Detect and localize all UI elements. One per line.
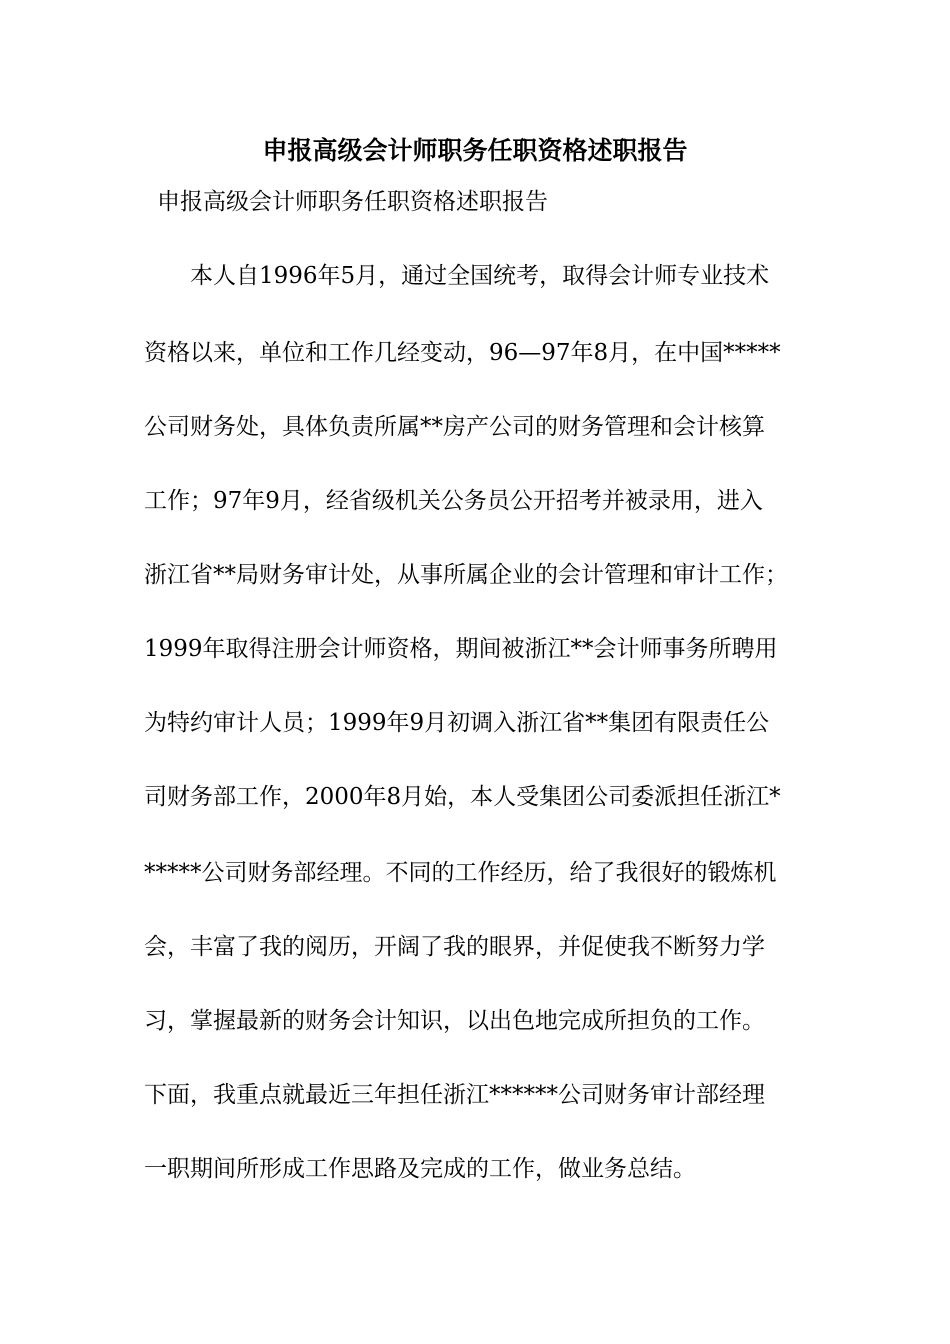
paragraph-line: 下面，我重点就最近三年担任浙江******公司财务审计部经理 [144,1082,765,1108]
paragraph-line: 资格以来，单位和工作几经变动，96—97年8月，在中国***** [144,340,781,366]
paragraph-line: 工作；97年9月，经省级机关公务员公开招考并被录用，进入 [144,488,763,514]
paragraph-line: 1999年取得注册会计师资格，期间被浙江**会计师事务所聘用 [144,636,778,662]
paragraph-line: 习，掌握最新的财务会计知识，以出色地完成所担负的工作。 [144,1008,765,1034]
paragraph-line: 一职期间所形成工作思路及完成的工作，做业务总结。 [144,1156,696,1182]
paragraph-line: 本人自1996年5月，通过全国统考，取得会计师专业技术 [144,263,770,289]
paragraph-line: 公司财务处，具体负责所属**房产公司的财务管理和会计核算 [144,414,765,440]
paragraph-line: 司财务部工作，2000年8月始，本人受集团公司委派担任浙江* [144,784,781,810]
document-subtitle: 申报高级会计师职务任职资格述职报告 [157,189,548,215]
paragraph-line: *****公司财务部经理。不同的工作经历，给了我很好的锻炼机 [144,860,777,886]
paragraph-line: 浙江省**局财务审计处，从事所属企业的会计管理和审计工作； [144,562,788,588]
paragraph-line: 为特约审计人员；1999年9月初调入浙江省**集团有限责任公 [144,710,770,736]
paragraph-line: 会，丰富了我的阅历，开阔了我的眼界，并促使我不断努力学 [144,934,765,960]
document-title: 申报高级会计师职务任职资格述职报告 [262,136,688,165]
